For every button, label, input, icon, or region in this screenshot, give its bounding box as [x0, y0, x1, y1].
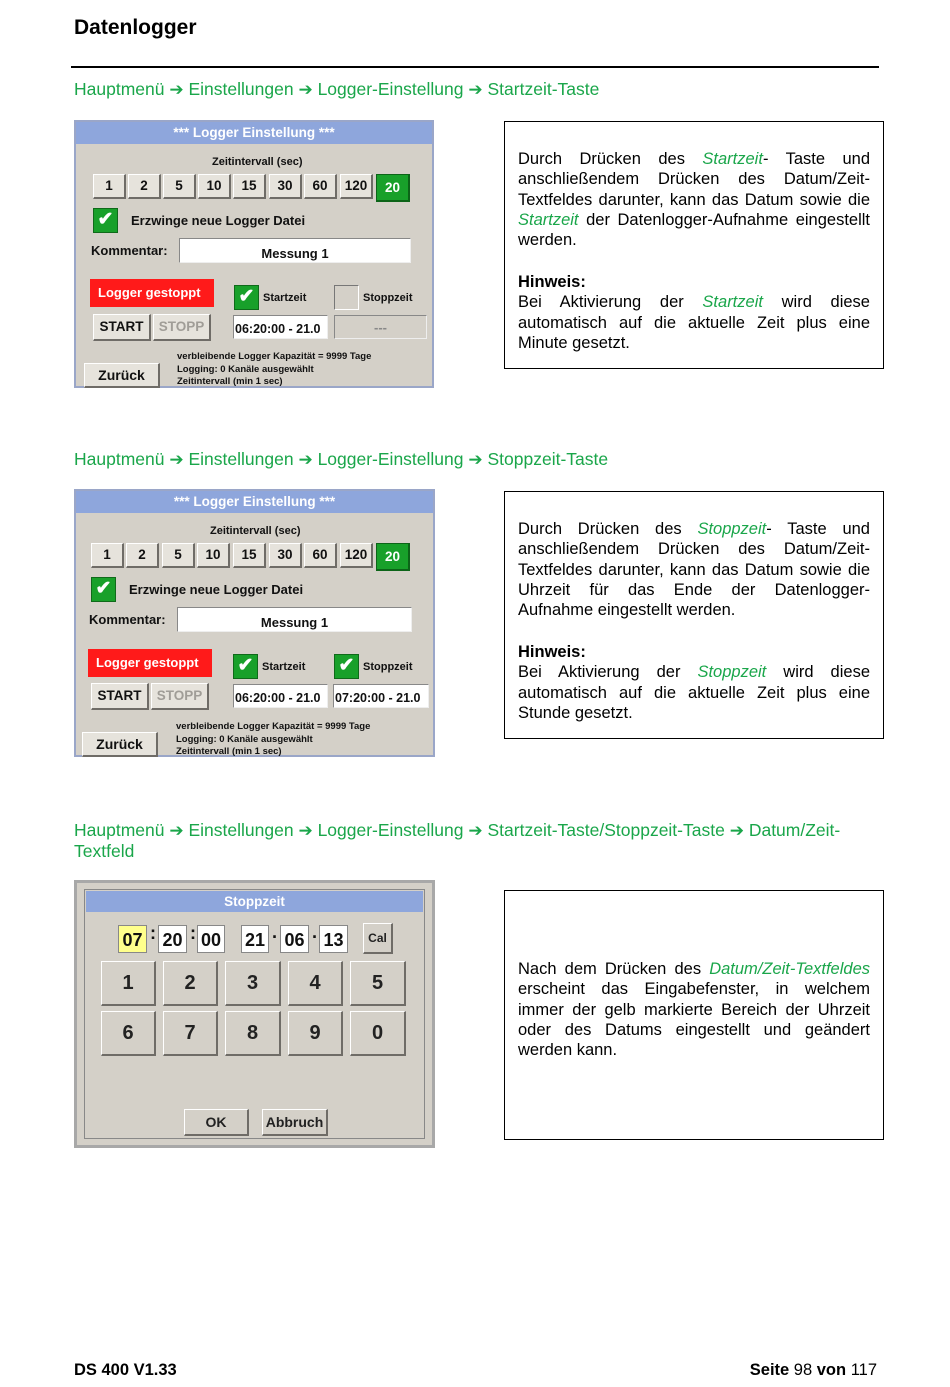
key-4[interactable]: 4 [288, 961, 343, 1006]
interval-15-button[interactable]: 15 [233, 174, 266, 199]
arrow-right-icon: ➔ [468, 80, 483, 99]
title-divider [71, 66, 879, 68]
date-separator: · [272, 927, 278, 947]
start-button[interactable]: START [91, 683, 149, 710]
key-5[interactable]: 5 [350, 961, 406, 1006]
hint-text [518, 272, 870, 353]
hour-field[interactable]: 07 [118, 925, 147, 953]
crumb-item: Hauptmenü [74, 820, 165, 840]
interval-60-button[interactable]: 60 [304, 543, 337, 568]
force-new-file-checkbox[interactable]: ✔ [91, 577, 116, 602]
interval-custom-button[interactable]: 20 [376, 543, 410, 571]
crumb-item: Startzeit-Taste [487, 79, 600, 99]
stop-button[interactable]: STOPP [151, 683, 209, 710]
info-line: verbleibende Logger Kapazität = 9999 Tage [176, 721, 371, 732]
interval-5-button[interactable]: 5 [163, 174, 196, 199]
back-button[interactable]: Zurück [84, 363, 160, 388]
logger-screen-start [74, 120, 434, 388]
stop-button[interactable]: STOPP [153, 314, 211, 341]
arrow-right-icon: ➔ [298, 450, 313, 469]
description-box-stoppzeit [504, 491, 884, 739]
minute-field[interactable]: 20 [158, 925, 187, 953]
starttime-checkbox[interactable]: ✔ [234, 285, 259, 310]
key-3[interactable]: 3 [225, 961, 281, 1006]
arrow-right-icon: ➔ [729, 821, 744, 840]
arrow-right-icon: ➔ [169, 450, 184, 469]
arrow-right-icon: ➔ [169, 80, 184, 99]
page-num: 98 [793, 1361, 813, 1379]
interval-5-button[interactable]: 5 [162, 543, 195, 568]
description-text [518, 519, 870, 620]
info-line: Logging: 0 Kanäle ausgewählt [177, 363, 314, 375]
highlight-term: Startzeit [518, 210, 579, 229]
logger-screen-stop [74, 489, 435, 757]
text-run: Bei Aktivierung der [518, 663, 698, 682]
text-run: Durch Drücken des [518, 520, 698, 538]
screen-header: *** Logger Einstellung *** [76, 122, 432, 144]
footer-page-number [750, 1361, 877, 1380]
text-run: Bei Aktivierung der [518, 293, 703, 312]
force-new-file-checkbox[interactable]: ✔ [93, 208, 118, 233]
screen-header: Stoppzeit [86, 891, 423, 912]
crumb-item: Einstellungen [188, 820, 294, 840]
hint-heading: Hinweis: [518, 643, 586, 661]
page-total: 117 [850, 1361, 877, 1379]
hint-text [518, 642, 870, 723]
crumb-item: Datum/Zeit-Textfeld [74, 820, 841, 861]
stoptime-label: Stoppzeit [363, 292, 413, 304]
logger-info [177, 351, 371, 389]
month-field[interactable]: 06 [280, 925, 309, 953]
key-8[interactable]: 8 [225, 1011, 281, 1056]
of-word: von [816, 1361, 847, 1379]
interval-1-button[interactable]: 1 [93, 174, 126, 199]
text-run: Durch Drücken des [518, 150, 703, 168]
crumb-item: Stoppzeit-Taste [487, 449, 609, 469]
breadcrumb-stoppzeit [74, 449, 884, 470]
key-7[interactable]: 7 [163, 1011, 218, 1056]
description-box-startzeit [504, 121, 884, 369]
info-line: Logging: 0 Kanäle ausgewählt [176, 733, 313, 745]
hint-heading: Hinweis: [518, 273, 586, 291]
interval-2-button[interactable]: 2 [126, 543, 159, 568]
info-line: verbleibende Logger Kapazität = 9999 Tage [177, 351, 372, 362]
interval-10-button[interactable]: 10 [197, 543, 230, 568]
arrow-right-icon: ➔ [169, 821, 184, 840]
text-run: - Taste und anschließendem Drücken des Datum/Zeit-Textfeldes darunter, kann das Datum sowie die Uhrzeit für das Ende der Datenlogger-Aufnahme eingestellt werden. [518, 520, 870, 620]
crumb-item: Hauptmenü [74, 449, 165, 469]
text-run: Nach dem Drücken des [518, 960, 710, 978]
stop-datetime-field[interactable]: 07:20:00 - 21.0 [333, 684, 429, 708]
start-datetime-field[interactable]: 06:20:00 - 21.0 [233, 684, 328, 708]
info-line: Zeitintervall (min 1 sec) [177, 376, 283, 387]
crumb-item: Logger-Einstellung [317, 820, 464, 840]
comment-input[interactable]: Messung 1 [177, 607, 412, 632]
cancel-button[interactable]: Abbruch [262, 1109, 328, 1136]
crumb-item: Logger-Einstellung [317, 79, 464, 99]
interval-30-button[interactable]: 30 [269, 543, 302, 568]
key-1[interactable]: 1 [101, 961, 156, 1006]
screen-header: *** Logger Einstellung *** [76, 491, 433, 513]
calendar-button[interactable]: Cal [363, 923, 393, 954]
stoptime-label: Stoppzeit [363, 661, 413, 673]
key-2[interactable]: 2 [163, 961, 218, 1006]
text-run: erscheint das Eingabefenster, in welchem immer der gelb markierte Bereich der Uhrzeit oder des Datums eingestellt und geändert werden kann. [518, 980, 870, 1060]
crumb-item: Startzeit-Taste/Stoppzeit-Taste [487, 820, 725, 840]
stoptime-checkbox[interactable] [334, 285, 359, 310]
page-word: Seite [749, 1361, 790, 1379]
crumb-item: Einstellungen [188, 79, 294, 99]
interval-10-button[interactable]: 10 [198, 174, 231, 199]
status-badge: Logger gestoppt [90, 279, 214, 307]
arrow-right-icon: ➔ [298, 821, 313, 840]
keypad-screen [74, 880, 435, 1148]
interval-120-button[interactable]: 120 [340, 543, 373, 568]
force-new-file-label: Erzwinge neue Logger Datei [131, 213, 306, 228]
interval-15-button[interactable]: 15 [233, 543, 266, 568]
crumb-item: Hauptmenü [74, 79, 165, 99]
start-datetime-field[interactable]: 06:20:00 - 21.0 [233, 315, 328, 339]
text-run: - Taste und anschließendem Drücken des Datum/Zeit-Textfeldes darunter, kann das Datum sowie die [518, 150, 870, 209]
description-box-datetime [504, 890, 884, 1140]
stoptime-checkbox[interactable]: ✔ [334, 654, 359, 679]
stop-datetime-field[interactable]: --- [334, 315, 427, 339]
breadcrumb-startzeit [74, 79, 884, 100]
starttime-label: Startzeit [263, 292, 307, 304]
time-separator: : [150, 923, 156, 943]
key-9[interactable]: 9 [288, 1011, 343, 1056]
highlight-term: Stoppzeit [697, 520, 767, 538]
comment-label: Kommentar: [89, 612, 166, 627]
highlight-term: Startzeit [702, 150, 763, 168]
interval-label: Zeitintervall (sec) [210, 525, 301, 537]
info-line: Zeitintervall (min 1 sec) [176, 746, 282, 757]
interval-120-button[interactable]: 120 [340, 174, 373, 199]
crumb-item: Einstellungen [188, 449, 294, 469]
interval-1-button[interactable]: 1 [91, 543, 124, 568]
arrow-right-icon: ➔ [468, 450, 483, 469]
interval-60-button[interactable]: 60 [304, 174, 337, 199]
interval-label: Zeitintervall (sec) [212, 156, 303, 168]
breadcrumb-datetime [74, 820, 884, 861]
starttime-label: Startzeit [262, 661, 306, 673]
starttime-checkbox[interactable]: ✔ [233, 654, 258, 679]
interval-30-button[interactable]: 30 [269, 174, 302, 199]
text-run: wird diese automatisch auf die aktuelle Zeit plus eine Stunde gesetzt. [518, 663, 870, 722]
status-badge: Logger gestoppt [88, 649, 212, 677]
key-6[interactable]: 6 [101, 1011, 156, 1056]
back-button[interactable]: Zurück [82, 732, 158, 757]
description-text [518, 959, 870, 1060]
text-run: der Datenlogger-Aufnahme eingestellt werden. [518, 210, 870, 250]
comment-input[interactable]: Messung 1 [179, 238, 411, 263]
crumb-item: Logger-Einstellung [317, 449, 464, 469]
start-button[interactable]: START [93, 314, 151, 341]
arrow-right-icon: ➔ [468, 821, 483, 840]
logger-info [176, 721, 370, 759]
day-field[interactable]: 21 [241, 925, 269, 953]
force-new-file-label: Erzwinge neue Logger Datei [129, 582, 304, 597]
date-separator: · [312, 927, 318, 947]
highlight-term: Datum/Zeit-Textfeldes [709, 960, 870, 978]
footer-doc-version: DS 400 V1.33 [74, 1361, 177, 1379]
arrow-right-icon: ➔ [298, 80, 313, 99]
page-title: Datenlogger [74, 16, 197, 39]
highlight-term: Startzeit [702, 293, 763, 312]
description-text [518, 149, 870, 250]
year-field[interactable]: 13 [319, 925, 348, 953]
interval-2-button[interactable]: 2 [128, 174, 161, 199]
second-field[interactable]: 00 [197, 925, 225, 953]
interval-custom-button[interactable]: 20 [376, 174, 410, 202]
key-0[interactable]: 0 [350, 1011, 406, 1056]
comment-label: Kommentar: [91, 243, 168, 258]
highlight-term: Stoppzeit [697, 663, 767, 682]
text-run: wird diese automatisch auf die aktuelle Zeit plus eine Minute gesetzt. [518, 293, 870, 352]
time-separator: : [190, 923, 196, 943]
ok-button[interactable]: OK [184, 1109, 249, 1136]
